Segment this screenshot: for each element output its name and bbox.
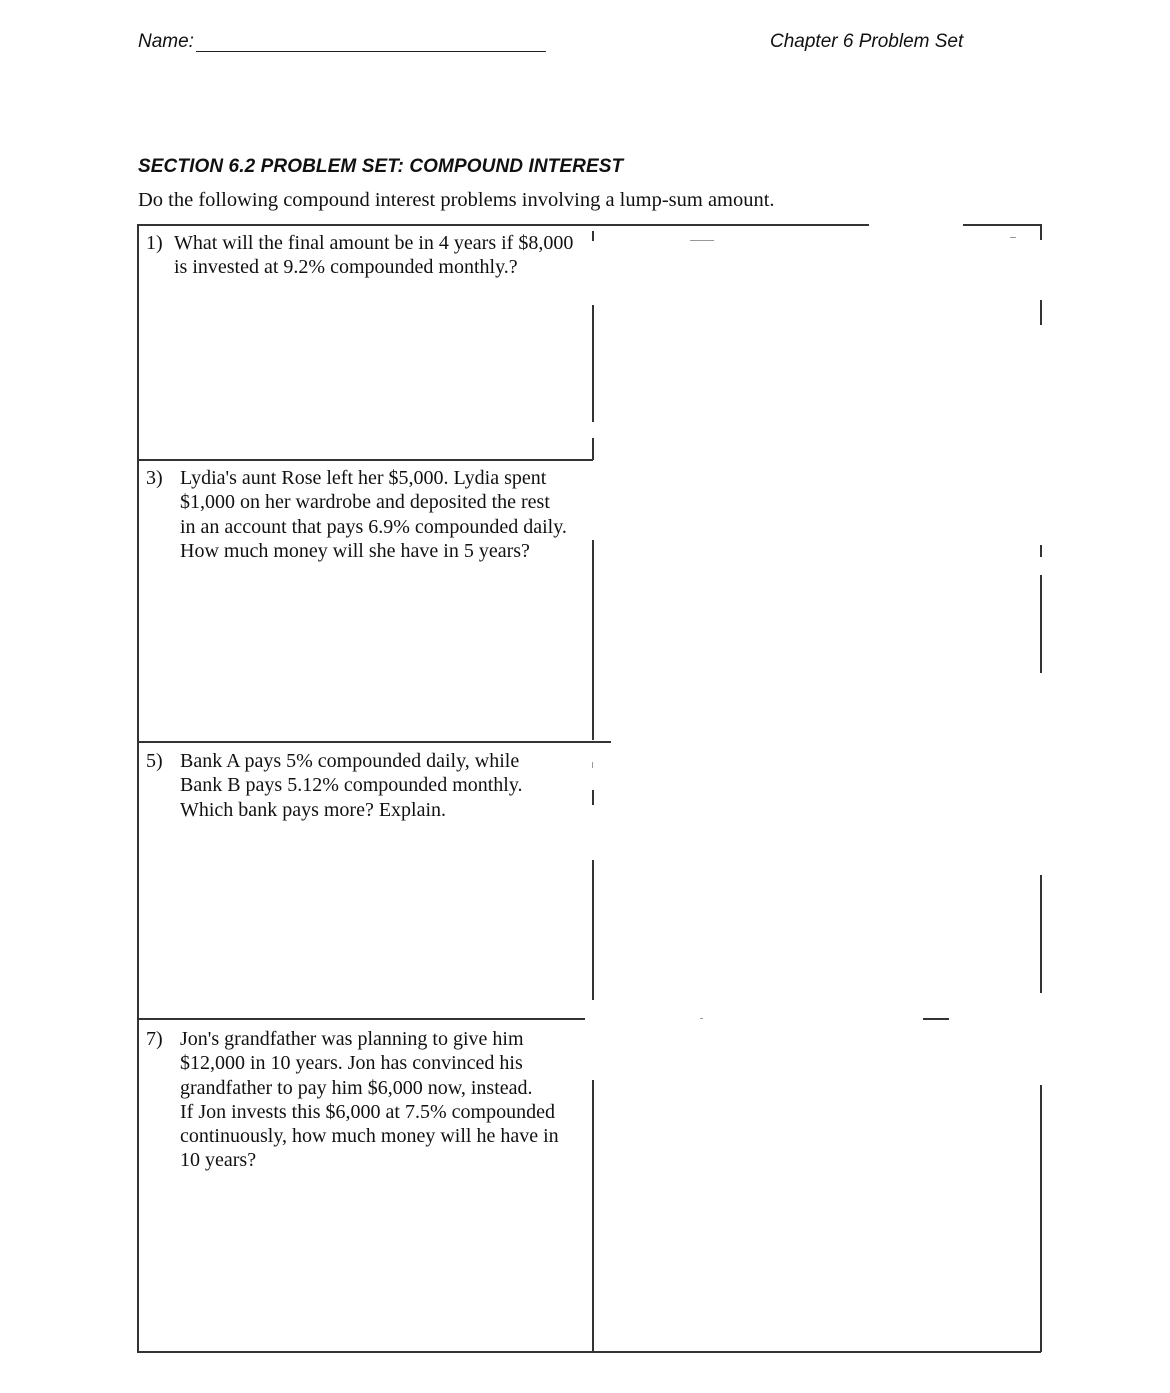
grid-top-border-left	[137, 224, 869, 226]
problem-text: Lydia's aunt Rose left her $5,000. Lydia spent $1,000 on her wardrobe and deposited the rest in an account that pays 6.9% compounded daily. How much money will she have in 5 years?	[180, 467, 567, 562]
grid-row-divider-3	[137, 1018, 585, 1020]
grid-right-border-seg6	[1040, 1085, 1042, 1352]
grid-middle-divider-seg2	[592, 305, 594, 422]
instructions-text: Do the following compound interest problems involving a lump-sum amount.	[138, 189, 775, 211]
grid-right-border-seg1	[1040, 224, 1042, 240]
grid-right-border-seg2	[1040, 300, 1042, 325]
grid-left-border	[137, 224, 139, 1352]
problem-number: 3)	[146, 467, 163, 489]
section-title: SECTION 6.2 PROBLEM SET: COMPOUND INTEREST	[138, 156, 624, 177]
problem-text: What will the final amount be in 4 years if $8,000 is invested at 9.2% compounded monthly.?	[174, 232, 574, 279]
problem-number: 5)	[146, 750, 163, 772]
grid-middle-divider-seg5	[592, 790, 594, 805]
problem-text: Jon's grandfather was planning to give him $12,000 in 10 years. Jon has convinced his grandfather to pay him $6,000 now, instead. If Jon invests this $6,000 at 7.5% compounded continuously, how much money will he have in 10 years?	[180, 1028, 559, 1172]
problem-number: 7)	[146, 1028, 163, 1050]
problem-text: Bank A pays 5% compounded daily, while Bank B pays 5.12% compounded monthly. Which bank pays more? Explain.	[180, 750, 523, 821]
grid-row-divider-2	[137, 741, 611, 743]
grid-row-divider-3-right	[923, 1018, 949, 1020]
grid-middle-divider-seg6	[592, 860, 594, 1000]
name-label: Name:	[138, 31, 194, 52]
grid-right-border-seg4	[1040, 575, 1042, 673]
grid-row-divider-1	[137, 459, 593, 461]
grid-top-border-right	[963, 224, 1041, 226]
scan-artifact	[592, 762, 593, 768]
grid-middle-divider-seg1	[592, 231, 594, 241]
scan-artifact	[690, 240, 714, 241]
grid-middle-divider-seg4	[592, 540, 594, 740]
name-field-line[interactable]	[196, 51, 546, 52]
grid-right-border-seg5	[1040, 875, 1042, 993]
grid-bottom-border	[137, 1351, 1041, 1353]
problem-number: 1)	[146, 232, 163, 254]
grid-middle-divider-seg7	[592, 1080, 594, 1352]
scan-artifact	[700, 1018, 703, 1019]
grid-right-border-seg3	[1040, 545, 1042, 557]
chapter-title: Chapter 6 Problem Set	[770, 31, 964, 52]
grid-middle-divider-seg3	[592, 438, 594, 460]
scan-artifact	[1010, 237, 1016, 238]
